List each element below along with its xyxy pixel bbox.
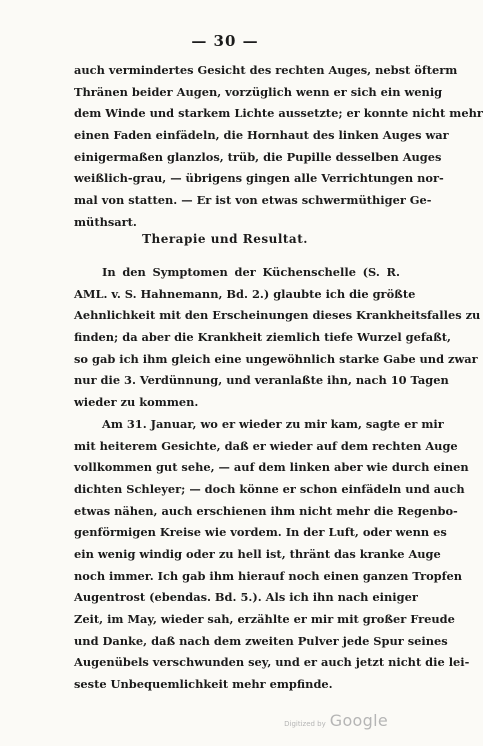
- text-line: mal von statten. — Er ist von etwas schwermüthiger Ge-: [74, 193, 432, 208]
- text-line: In den Symptomen der Küchenschelle (S. R.: [102, 265, 400, 279]
- text-line: dichten Schleyer; — doch könne er schon einfädeln und auch: [74, 481, 465, 496]
- text-line: so gab ich ihm gleich eine ungewöhnlich starke Gabe und zwar: [74, 351, 478, 366]
- text-line: mit heiterem Gesichte, daß er wieder auf dem rechten Auge: [74, 438, 458, 453]
- text-line: nur die 3. Verdünnung, und veranlaßte ihn, nach 10 Tagen: [74, 373, 449, 388]
- text-line: Aehnlichkeit mit den Erscheinungen dieses Krankheitsfalles zu: [74, 308, 481, 323]
- text-line: etwas nähen, auch erschienen ihm nicht mehr die Regenbo-: [74, 503, 458, 518]
- paragraph-result: [74, 414, 470, 696]
- text-line: auch vermindertes Gesicht des rechten Auges, nebst öfterm: [74, 63, 458, 77]
- text-line: vollkommen gut sehe, — auf dem linken aber wie durch einen: [74, 460, 469, 475]
- text-line: Augenübels verschwunden sey, und er auch jetzt nicht die lei-: [74, 655, 470, 670]
- page-number: — 30 —: [191, 32, 259, 50]
- google-logo: Google: [329, 711, 388, 730]
- text-line: ein wenig windig oder zu hell ist, thränt das kranke Auge: [74, 546, 441, 561]
- text-line: wieder zu kommen.: [74, 395, 199, 410]
- text-line: finden; da aber die Krankheit ziemlich tiefe Wurzel gefaßt,: [74, 330, 452, 345]
- text-line: weißlich-grau, — übrigens gingen alle Verrichtungen nor-: [74, 171, 444, 186]
- text-line: AML. v. S. Hahnemann, Bd. 2.) glaubte ich die größte: [74, 286, 416, 301]
- text-line: Am 31. Januar, wo er wieder zu mir kam, sagte er mir: [102, 416, 444, 431]
- text-line: müthsart.: [74, 214, 137, 229]
- text-line: noch immer. Ich gab ihm hierauf noch einen ganzen Tropfen: [74, 568, 463, 583]
- paragraph-case-description: [74, 60, 483, 234]
- text-line: Thränen beider Augen, vorzüglich wenn er sich ein wenig: [74, 84, 443, 99]
- text-line: und Danke, daß nach dem zweiten Pulver jede Spur seines: [74, 633, 448, 648]
- google-watermark: [284, 711, 388, 730]
- section-heading: Therapie und Resultat.: [142, 232, 308, 246]
- section-body: [74, 262, 481, 696]
- text-line: genförmigen Kreise wie vordem. In der Luft, oder wenn es: [74, 525, 447, 540]
- text-line: Zeit, im May, wieder sah, erzählte er mir mit großer Freude: [74, 612, 455, 626]
- text-line: dem Winde und starkem Lichte aussetzte; er konnte nicht mehr: [74, 106, 483, 121]
- text-line: einigermaßen glanzlos, trüb, die Pupille desselben Auges: [74, 149, 442, 164]
- text-line: einen Faden einfädeln, die Hornhaut des linken Auges war: [74, 128, 449, 143]
- paragraph-therapy: [74, 262, 481, 414]
- watermark-prefix: Digitized by: [284, 720, 326, 728]
- text-line: Augentrost (ebendas. Bd. 5.). Als ich ihn nach einiger: [74, 590, 418, 605]
- text-line: seste Unbequemlichkeit mehr empfinde.: [74, 677, 333, 692]
